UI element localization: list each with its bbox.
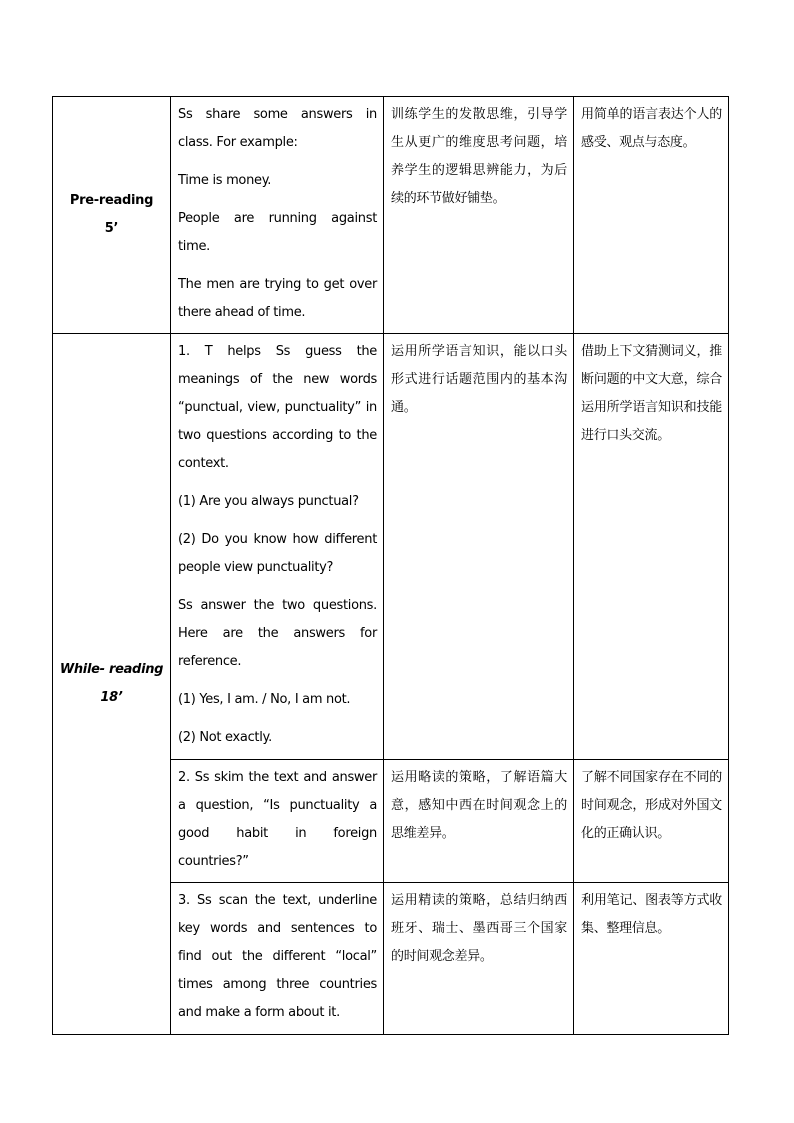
lesson-plan-table [52, 96, 729, 1035]
activity-line: (1) Yes, I am. / No, I am not. [178, 692, 351, 707]
purpose-cell: 运用略读的策略，了解语篇大意，感知中西在时间观念上的思维差异。 [384, 760, 574, 883]
purpose-cell: 训练学生的发散思维，引导学生从更广的维度思考问题，培养学生的逻辑思辨能力，为后续的环节做好铺垫。 [384, 97, 574, 334]
stage-time: 18’ [100, 690, 123, 705]
stage-time: 5’ [104, 221, 119, 236]
activity-line: Time is money. [178, 173, 272, 188]
activity-cell [171, 760, 384, 883]
goal-cell: 利用笔记、图表等方式收集、整理信息。 [574, 883, 729, 1035]
activity-line: 1. T helps Ss guess the meanings of the new words “punctual, view, punctuality” in two questions according to the context. [178, 344, 377, 471]
stage-name: While- reading [59, 662, 164, 677]
activity-line: Ss share some answers in class. For example: [178, 107, 377, 150]
goal-cell: 用简单的语言表达个人的感受、观点与态度。 [574, 97, 729, 334]
activity-cell [171, 883, 384, 1035]
stage-name: Pre-reading [69, 193, 154, 208]
stage-cell-while-reading [53, 334, 171, 1035]
pre-reading-row [53, 97, 729, 334]
goal-cell: 了解不同国家存在不同的时间观念，形成对外国文化的正确认识。 [574, 760, 729, 883]
goal-cell: 借助上下文猜测词义，推断问题的中文大意，综合运用所学语言知识和技能进行口头交流。 [574, 334, 729, 760]
activity-line: The men are trying to get over there ahead of time. [178, 277, 377, 320]
activity-line: 2. Ss skim the text and answer a question, “Is punctuality a good habit in foreign countries?” [178, 770, 377, 869]
activity-line: 3. Ss scan the text, underline key words and sentences to find out the different “local” times among three countries and make a form about it. [178, 893, 377, 1020]
activity-line: (2) Do you know how different people view punctuality? [178, 532, 377, 575]
while-reading-step-1-row [53, 334, 729, 760]
activity-cell [171, 334, 384, 760]
activity-line: Ss answer the two questions. Here are the answers for reference. [178, 598, 377, 669]
purpose-cell: 运用精读的策略，总结归纳西班牙、瑞士、墨西哥三个国家的时间观念差异。 [384, 883, 574, 1035]
activity-cell [171, 97, 384, 334]
activity-line: (2) Not exactly. [178, 730, 272, 745]
stage-cell-pre-reading [53, 97, 171, 334]
activity-line: People are running against time. [178, 211, 377, 254]
activity-line: (1) Are you always punctual? [178, 494, 359, 509]
purpose-cell: 运用所学语言知识，能以口头形式进行话题范围内的基本沟通。 [384, 334, 574, 760]
